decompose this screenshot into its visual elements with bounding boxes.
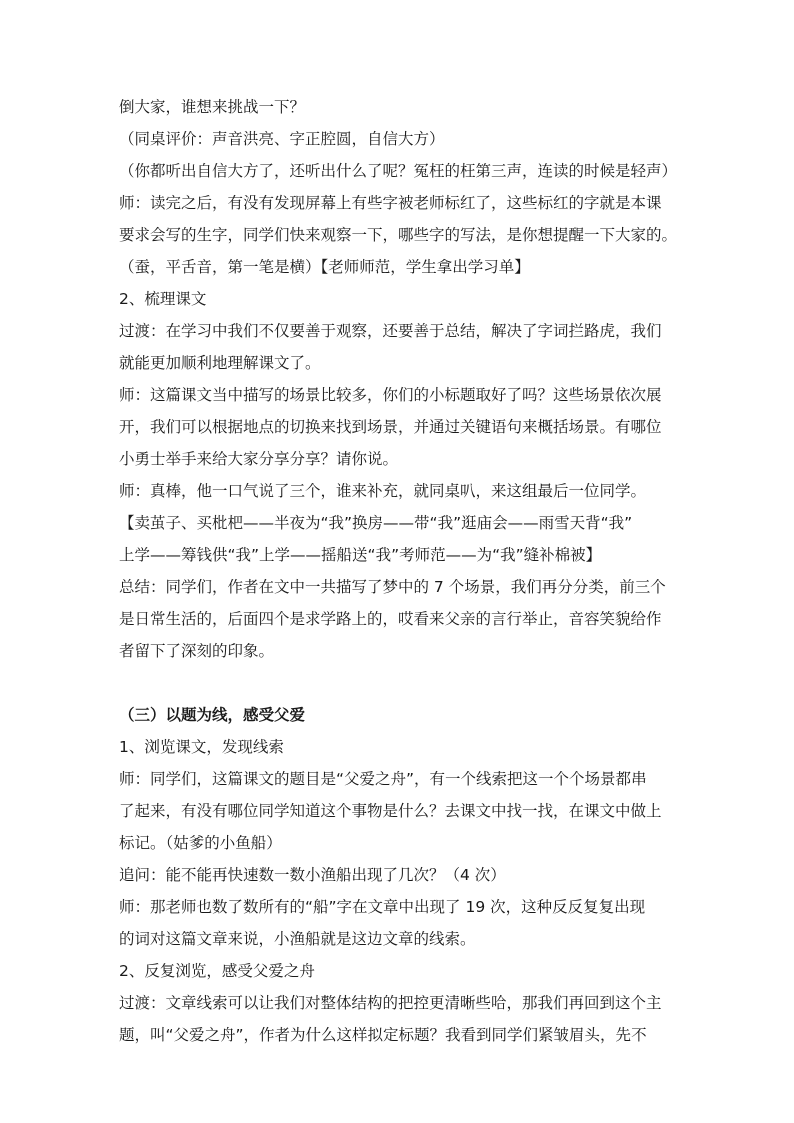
text-line: （蚕，平舌音，第一笔是横）【老师师范，学生拿出学习单】 [119,258,530,276]
text-line: 上学——筹钱供“我”上学——摇船送“我”考师范——为“我”缝补棉被】 [119,546,602,564]
text-line: 标记。（姑爹的小鱼船） [119,834,282,852]
text-line: 要求会写的生字，同学们快来观察一下，哪些字的写法，是你想提醒一下大家的。 [119,226,678,244]
section-title: （三）以题为线，感受父爱 [119,706,306,724]
section-heading: 2、梳理课文 [119,290,207,308]
text-line: （你都听出自信大方了，还听出什么了呢？冤枉的枉第三声，连读的时候是轻声） [119,162,678,180]
text-line: 师：同学们，这篇课文的题目是“父爱之舟”，有一个线索把这一个个场景都串 [119,770,647,788]
text-line: 开，我们可以根据地点的切换来找到场景，并通过关键语句来概括场景。有哪位 [119,418,662,436]
text-line: 小勇士举手来给大家分享分享？请你说。 [119,450,399,468]
section-heading: 2、反复浏览，感受父爱之舟 [119,962,315,980]
text-line: 师：真棒，他一口气说了三个，谁来补充，就同桌叭，来这组最后一位同学。 [119,482,647,500]
text-line: 追问：能不能再快速数一数小渔船出现了几次？（4 次） [119,866,506,884]
text-line: （同桌评价：声音洪亮、字正腔圆，自信大方） [119,130,445,148]
text-line: 了起来，有没有哪位同学知道这个事物是什么？去课文中找一找，在课文中做上 [119,802,662,820]
text-line: 者留下了深刻的印象。 [119,642,275,660]
text-line: 过渡：文章线索可以让我们对整体结构的把控更清晰些哈，那我们再回到这个主 [119,994,662,1012]
text-line: 【卖茧子、买枇杷——半夜为“我”换房——带“我”逛庙会——雨雪天背“我” [119,514,633,532]
text-line: 师：那老师也数了数所有的“船”字在文章中出现了 19 次，这种反反复复出现 [119,898,646,916]
text-line: 过渡：在学习中我们不仅要善于观察，还要善于总结，解决了字词拦路虎，我们 [119,322,662,340]
text-line: 倒大家，谁想来挑战一下？ [119,98,306,116]
text-line: 的词对这篇文章来说，小渔船就是这边文章的线索。 [119,930,476,948]
text-line: 师：读完之后，有没有发现屏幕上有些字被老师标红了，这些标红的字就是本课 [119,194,662,212]
text-line: 题，叫“父爱之舟”，作者为什么这样拟定标题？我看到同学们紧皱眉头，先不 [119,1026,647,1044]
text-line: 师：这篇课文当中描写的场景比较多，你们的小标题取好了吗？这些场景依次展 [119,386,662,404]
section-heading: 1、浏览课文，发现线索 [119,738,284,756]
text-line: 总结：同学们，作者在文中一共描写了梦中的 7 个场景，我们再分分类，前三个 [119,578,666,596]
text-line: 是日常生活的，后面四个是求学路上的，哎看来父亲的言行举止，音容笑貌给作 [119,610,662,628]
text-line: 就能更加顺利地理解课文了。 [119,354,321,372]
